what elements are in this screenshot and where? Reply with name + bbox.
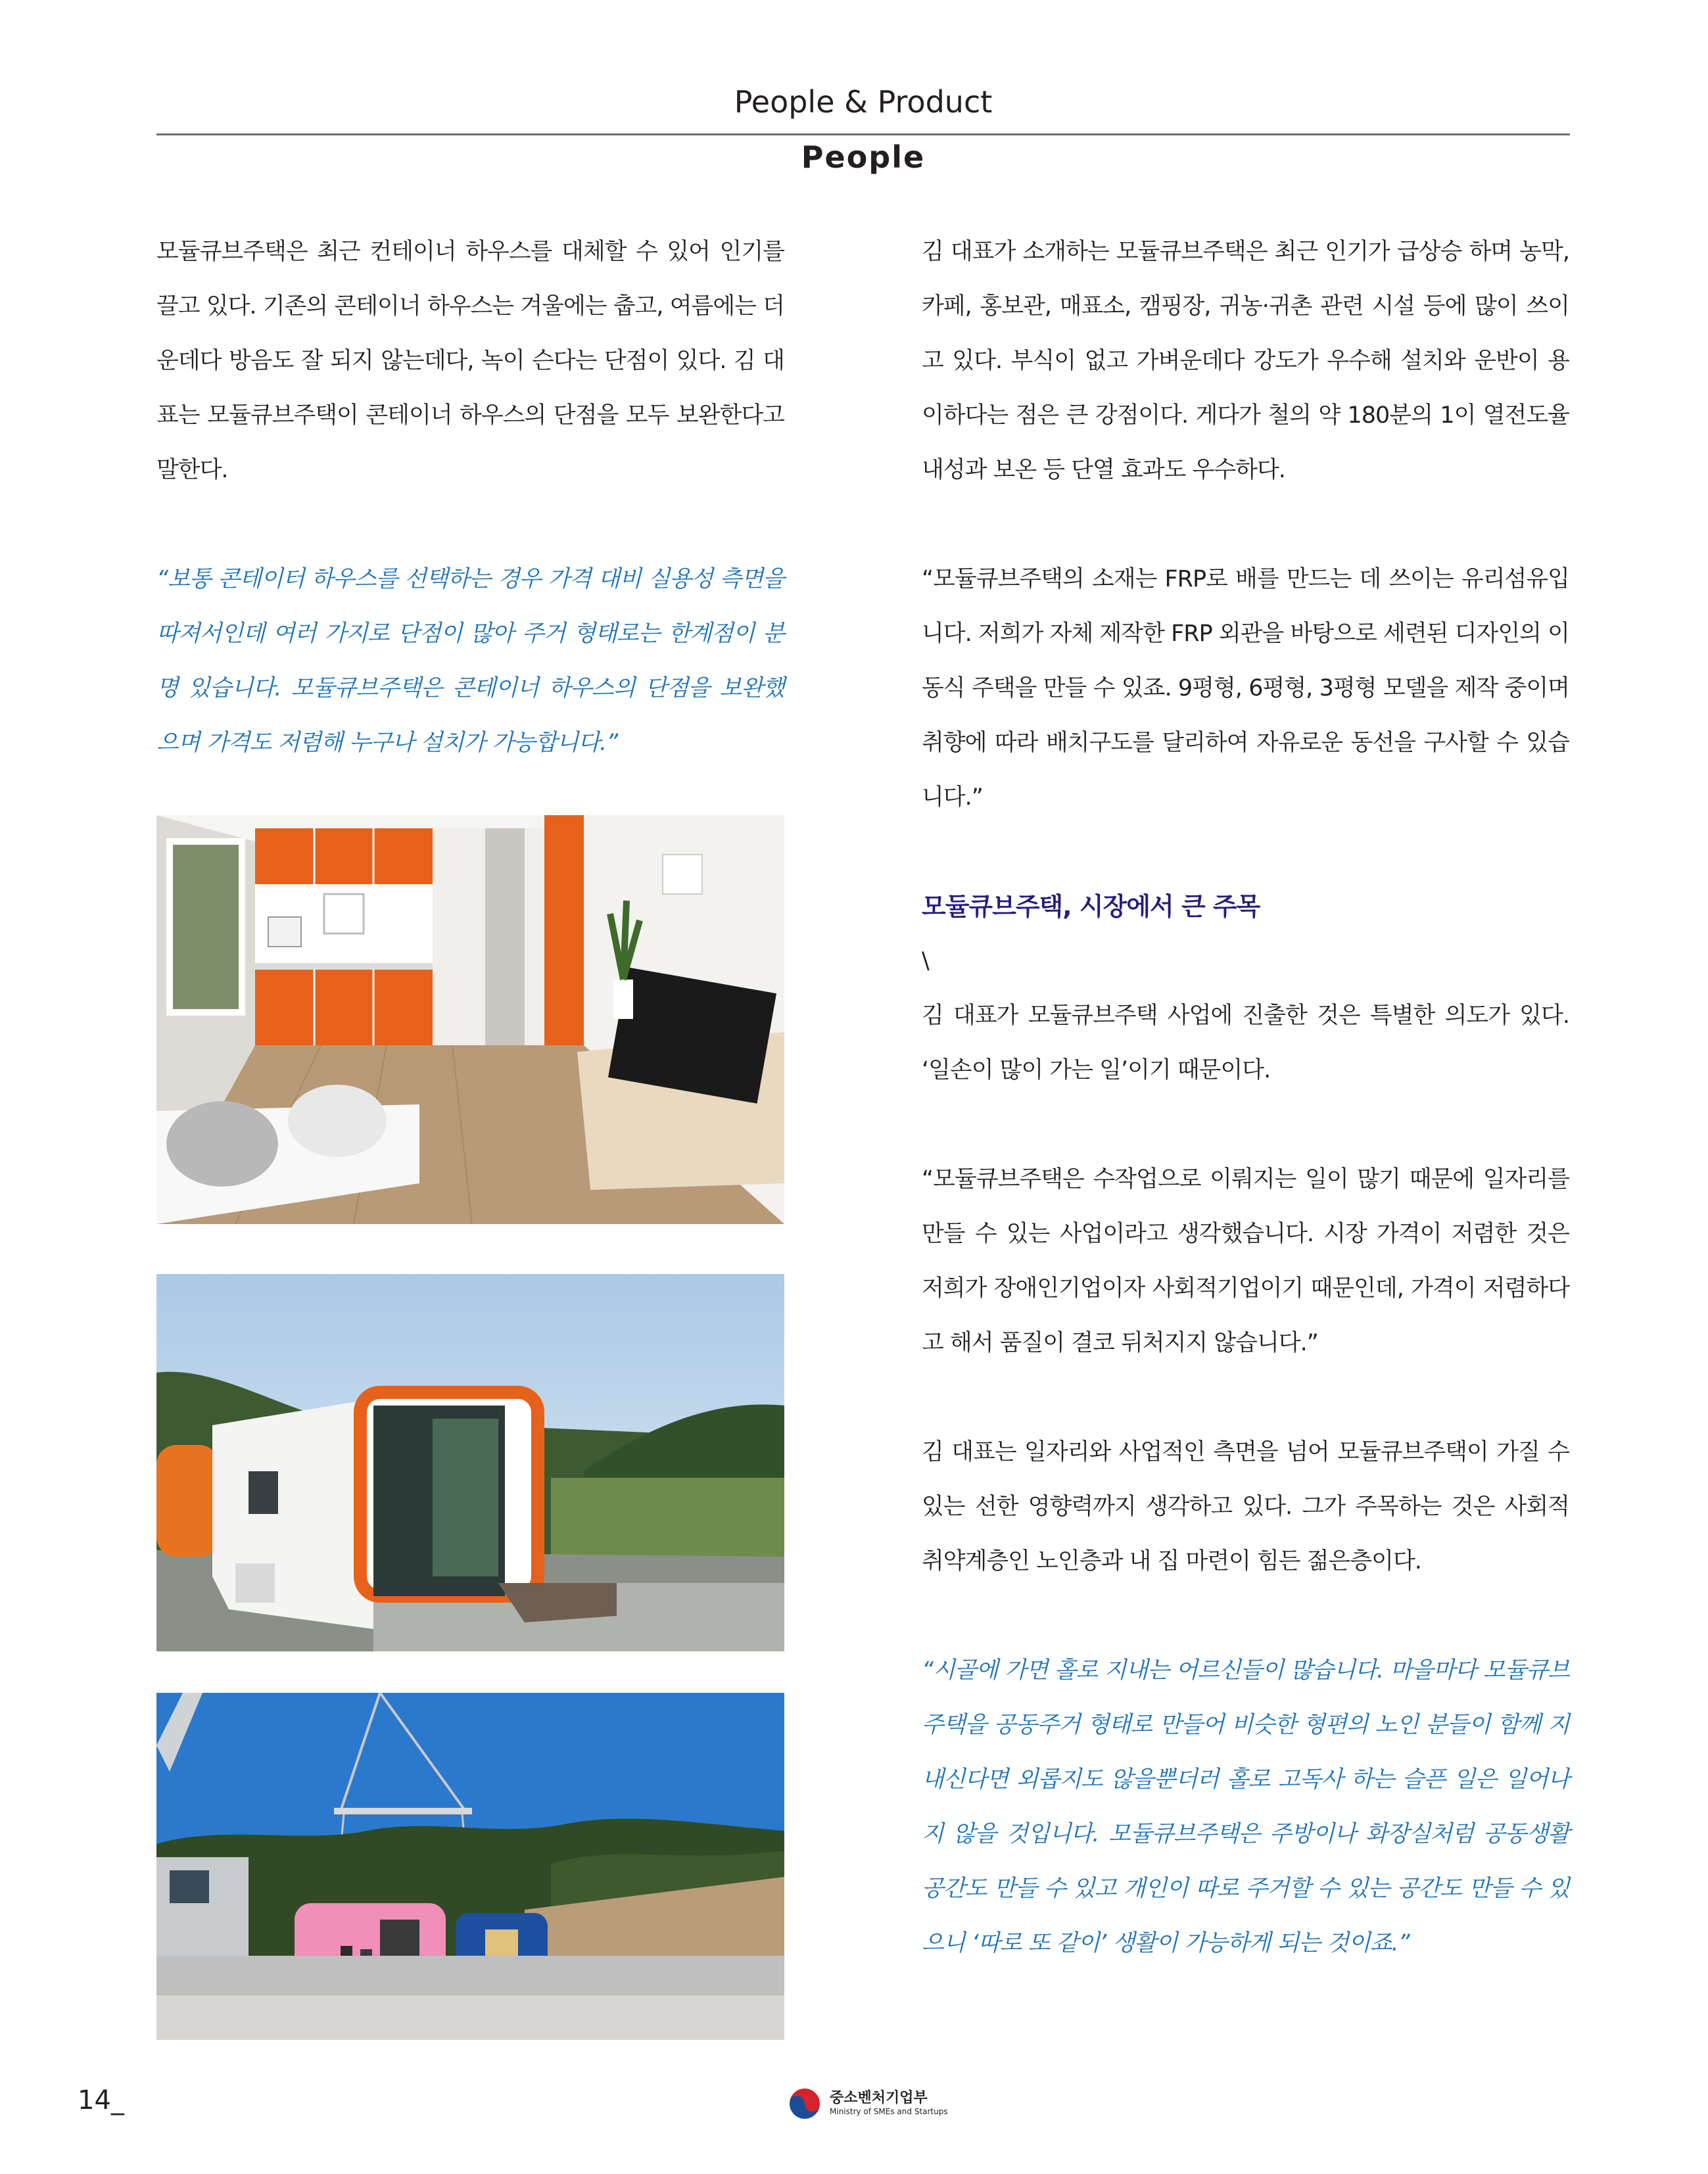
right-column [922, 225, 1569, 1971]
paragraph-3: 김 대표가 모듈큐브주택 사업에 진출한 것은 특별한 의도가 있다. ‘일손이 많이 가는 일’이기 때문이다. [922, 1003, 1569, 1083]
subheading: 모듈큐브주택, 시장에서 큰 주목 [922, 892, 1260, 921]
paragraph-4: “모듈큐브주택은 수작업으로 이뤄지는 일이 많기 때문에 일자리를 만들 수 있는 사업이라고 생각했습니다. 시장 가격이 저렴한 것은 저희가 장애인기업이자 사회적기업이기 때문인데, 가격이 저렴하다고 해서 품질이 결코 뒤처지지 않습니다.” [922, 1166, 1569, 1356]
header-rule [156, 133, 1570, 135]
crane-photo [156, 1693, 784, 2040]
subheading-mark: \ [922, 948, 929, 974]
ministry-name-en: Ministry of SMEs and Startups [830, 2107, 948, 2116]
paragraph-5: 김 대표는 일자리와 사업적인 측면을 넘어 모듈큐브주택이 가질 수 있는 선한 영향력까지 생각하고 있다. 그가 주목하는 것은 사회적 취약계층인 노인층과 내 집 마련이 힘든 젊은층이다. [922, 1439, 1569, 1574]
section-title: People [801, 139, 926, 175]
page-number: 14_ [78, 2085, 124, 2115]
ministry-name: 중소벤처기업부 [830, 2090, 928, 2106]
paragraph-1: 김 대표가 소개하는 모듈큐브주택은 최근 인기가 급상승 하며 농막, 카페, 홍보관, 매표소, 캠핑장, 귀농·귀촌 관련 시설 등에 많이 쓰이고 있다. 부식이 없고 가벼운데다 강도가 우수해 설치와 운반이 용이하다는 점은 큰 강점이다. 게다가 철의 약 180분의 1이 열전도율 내성과 보온 등 단열 효과도 우수하다. [922, 239, 1569, 483]
exterior-photo [156, 1274, 784, 1651]
interior-photo [156, 815, 784, 1224]
paragraph-2: “모듈큐브주택의 소재는 FRP로 배를 만드는 데 쓰이는 유리섬유입니다. 저희가 자체 제작한 FRP 외관을 바탕으로 세련된 디자인의 이동식 주택을 만들 수 있죠. 9평형, 6평형, 3평형 모델을 제작 중이며 취향에 따라 배치구도를 달리하여 자유로운 동선을 구사할 수 있습니다.” [922, 566, 1569, 811]
pull-quote-right: “시골에 가면 홀로 지내는 어르신들이 많습니다. 마을마다 모듈큐브주택을 공동주거 형태로 만들어 비슷한 형편의 노인 분들이 함께 지내신다면 외롭지도 않을뿐더러 홀로 고독사 하는 슬픈 일은 일어나지 않을 것입니다. 모듈큐브주택은 주방이나 화장실처럼 공동생활 공간도 만들 수 있고 개인이 따로 주거할 수 있는 공간도 만들 수 있으니 ‘따로 또 같이’ 생활이 가능하게 되는 것이죠.” [922, 1657, 1569, 1956]
left-column [156, 225, 784, 770]
section-label: People & Product [734, 84, 993, 120]
intro-paragraph: 모듈큐브주택은 최근 컨테이너 하우스를 대체할 수 있어 인기를 끌고 있다. 기존의 콘테이너 하우스는 겨울에는 춥고, 여름에는 더운데다 방음도 잘 되지 않는데다, 녹이 슨다는 단점이 있다. 김 대표는 모듈큐브주택이 콘테이너 하우스의 단점을 모두 보완한다고 말한다. [156, 239, 784, 483]
pull-quote-left: “보통 콘테이터 하우스를 선택하는 경우 가격 대비 실용성 측면을 따져서인데 여러 가지로 단점이 많아 주거 형태로는 한계점이 분명 있습니다. 모듈큐브주택은 콘테이너 하우스의 단점을 보완했으며 가격도 저렴해 누구나 설치가 가능합니다.” [156, 566, 784, 756]
ministry-logo-icon [787, 2086, 822, 2124]
